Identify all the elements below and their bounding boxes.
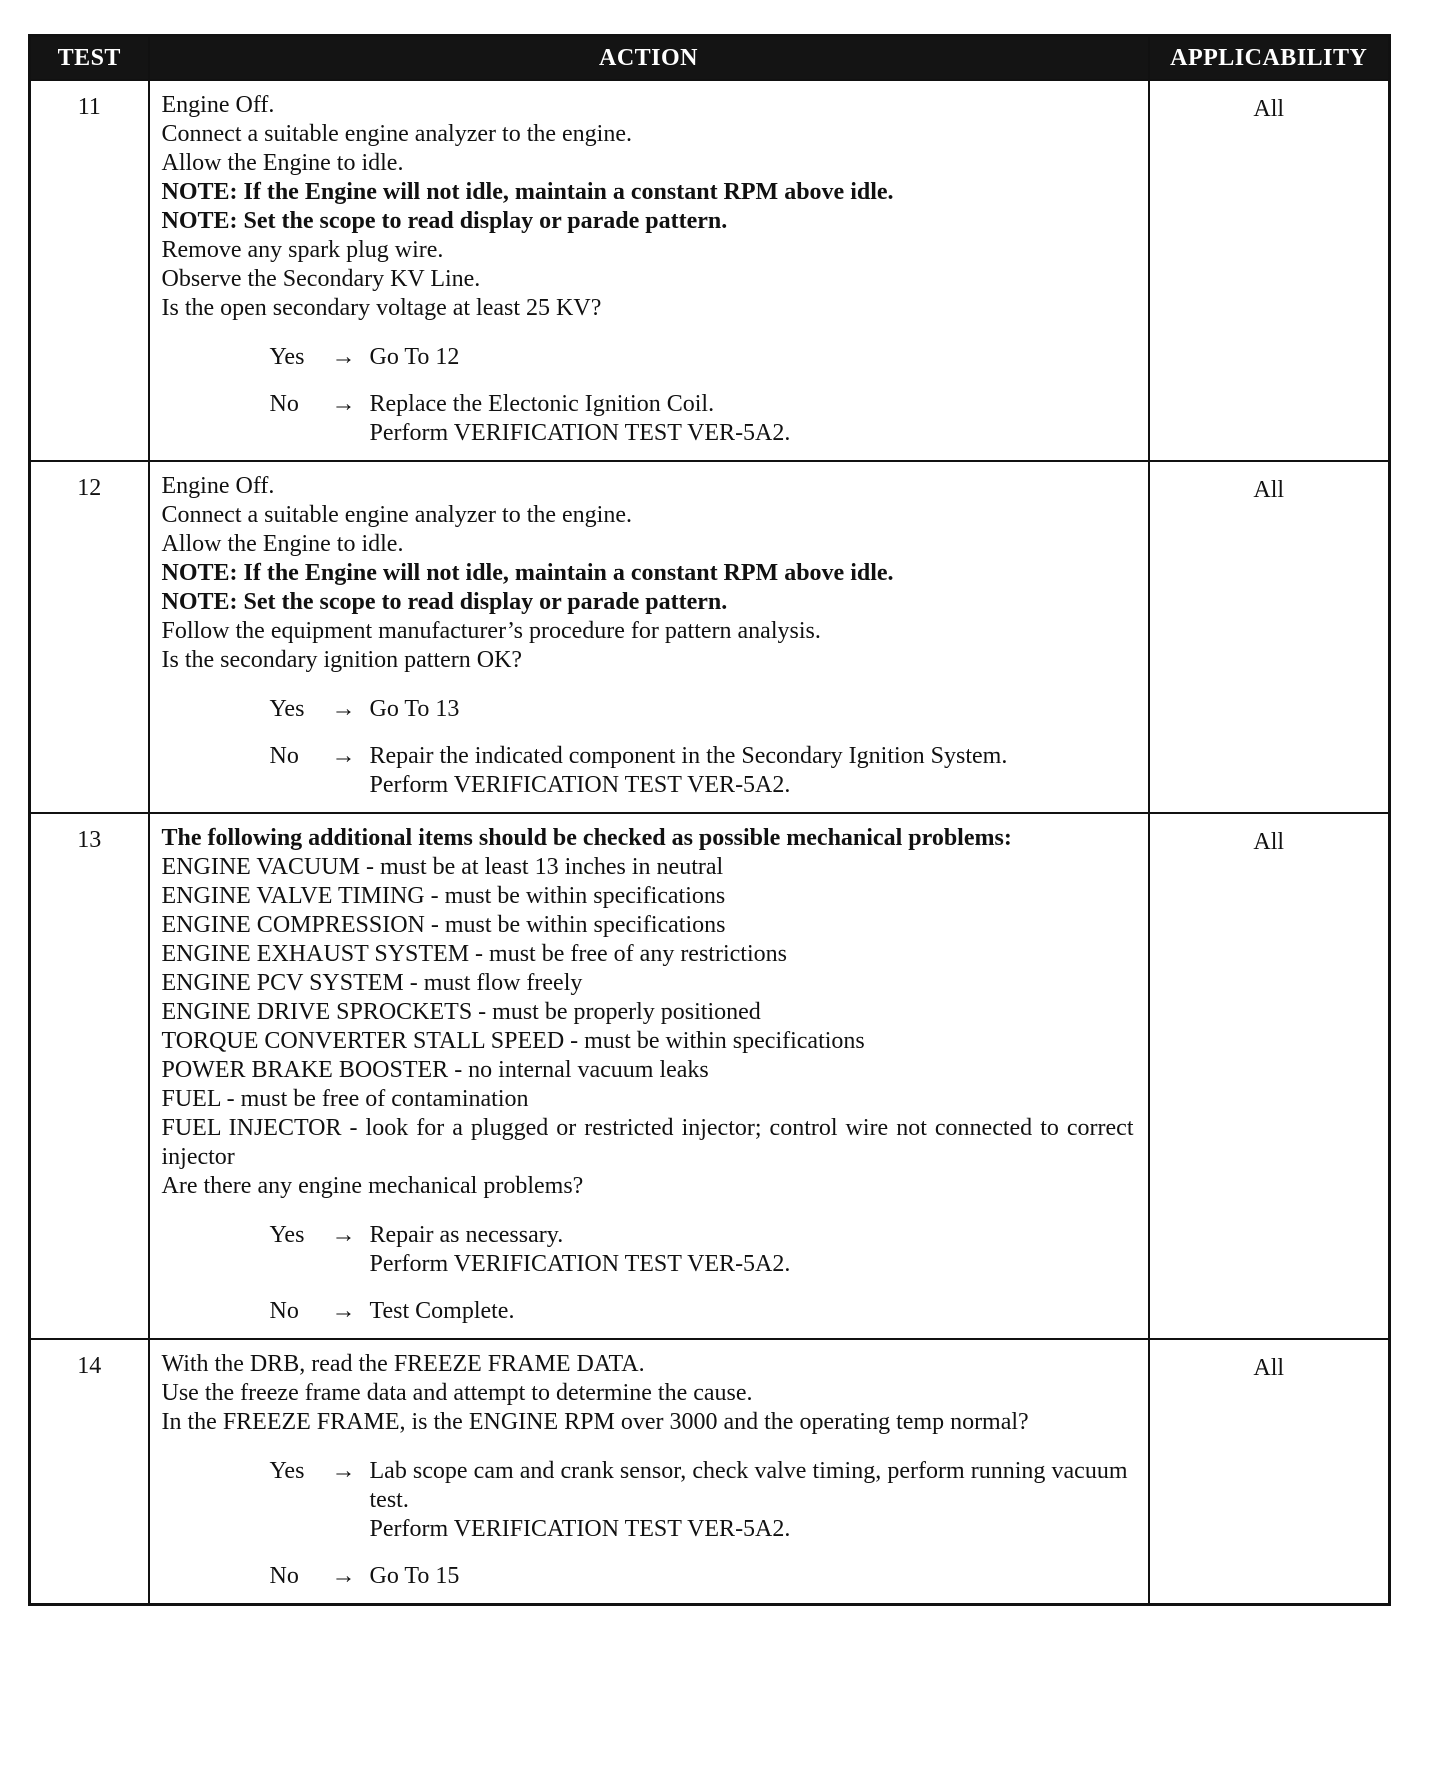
note-line: NOTE: If the Engine will not idle, maintain a constant RPM above idle. (161, 560, 894, 586)
action-cell (149, 813, 1149, 1339)
outcome-label: No (269, 1563, 299, 1589)
arrow-icon: → (331, 1458, 356, 1484)
outcome-line: Repair the indicated component in the Secondary Ignition System. (369, 743, 1008, 769)
outcome-text (370, 1297, 1134, 1326)
instruction-line: Observe the Secondary KV Line. (161, 266, 481, 292)
outcome-text (370, 1562, 1134, 1591)
instruction-line: ENGINE VACUUM - must be at least 13 inches in neutral (161, 854, 724, 880)
outcome-label: No (269, 1298, 299, 1324)
instruction-line: Allow the Engine to idle. (161, 150, 404, 176)
test-row (30, 80, 1390, 461)
instruction-line: Is the open secondary voltage at least 25 KV? (161, 295, 602, 321)
instruction-line: ENGINE DRIVE SPROCKETS - must be properly positioned (161, 999, 761, 1025)
note-line: The following additional items should be checked as possible mechanical problems: (161, 825, 1012, 851)
note-line: NOTE: Set the scope to read display or parade pattern. (161, 589, 728, 615)
outcome-yes (162, 1457, 1134, 1544)
diagnostic-test-table (28, 34, 1391, 1606)
test-row (30, 813, 1390, 1339)
arrow-icon: → (331, 1563, 356, 1589)
instruction-line: Connect a suitable engine analyzer to the engine. (161, 502, 632, 528)
outcome-text (370, 1457, 1134, 1544)
outcome-line: Replace the Electonic Ignition Coil. (369, 391, 715, 417)
header-action: ACTION (149, 36, 1149, 81)
outcome-line: Lab scope cam and crank sensor, check valve timing, perform running vacuum test. (369, 1458, 1128, 1513)
outcome-label: No (269, 391, 299, 417)
outcome-label: Yes (269, 1222, 305, 1248)
instruction-line: Connect a suitable engine analyzer to the engine. (161, 121, 632, 147)
outcome-label: Yes (269, 344, 305, 370)
applicability-value: All (1149, 1339, 1390, 1605)
instruction-line: Use the freeze frame data and attempt to determine the cause. (161, 1380, 753, 1406)
applicability-value: All (1149, 813, 1390, 1339)
outcome-line: Perform VERIFICATION TEST VER-5A2. (369, 1516, 791, 1542)
table-body (30, 80, 1390, 1605)
outcome-line: Test Complete. (369, 1298, 515, 1324)
instruction-line: Remove any spark plug wire. (161, 237, 444, 263)
test-row (30, 1339, 1390, 1605)
outcome-line: Perform VERIFICATION TEST VER-5A2. (369, 420, 791, 446)
outcome-line: Go To 12 (369, 344, 460, 370)
outcome-line: Go To 15 (369, 1563, 460, 1589)
action-cell (149, 461, 1149, 813)
outcome-line: Go To 13 (369, 696, 460, 722)
arrow-icon: → (331, 743, 356, 769)
instruction-line: Engine Off. (161, 92, 275, 118)
outcome-no (162, 1297, 1134, 1326)
test-number: 14 (30, 1339, 149, 1605)
outcome-no (162, 742, 1134, 800)
instruction-line: In the FREEZE FRAME, is the ENGINE RPM over 3000 and the operating temp normal? (161, 1409, 1029, 1435)
header-row (30, 36, 1390, 81)
arrow-icon: → (331, 696, 356, 722)
instruction-line: ENGINE VALVE TIMING - must be within specifications (161, 883, 726, 909)
test-row (30, 461, 1390, 813)
note-line: NOTE: Set the scope to read display or parade pattern. (161, 208, 728, 234)
instruction-line: TORQUE CONVERTER STALL SPEED - must be within specifications (161, 1028, 865, 1054)
applicability-value: All (1149, 80, 1390, 461)
outcome-label: No (269, 743, 299, 769)
arrow-icon: → (331, 1298, 356, 1324)
outcome-label: Yes (269, 1458, 305, 1484)
outcome-line: Perform VERIFICATION TEST VER-5A2. (369, 772, 791, 798)
outcome-yes (162, 1221, 1134, 1279)
outcome-yes (162, 695, 1134, 724)
header-test: TEST (30, 36, 149, 81)
arrow-icon: → (331, 1222, 356, 1248)
outcome-text (370, 742, 1134, 800)
arrow-icon: → (331, 344, 356, 370)
outcome-text (370, 1221, 1134, 1279)
instruction-line: Allow the Engine to idle. (161, 531, 404, 557)
outcome-no (162, 390, 1134, 448)
instruction-line: ENGINE EXHAUST SYSTEM - must be free of any restrictions (161, 941, 787, 967)
instruction-line: Is the secondary ignition pattern OK? (161, 647, 523, 673)
instruction-line: ENGINE COMPRESSION - must be within specifications (161, 912, 726, 938)
outcome-no (162, 1562, 1134, 1591)
applicability-value: All (1149, 461, 1390, 813)
instruction-line: POWER BRAKE BOOSTER - no internal vacuum leaks (161, 1057, 709, 1083)
test-number: 12 (30, 461, 149, 813)
instruction-line: FUEL INJECTOR - look for a plugged or restricted injector; control wire not connected to correct injector (161, 1115, 1134, 1170)
outcome-line: Repair as necessary. (369, 1222, 564, 1248)
instruction-line: Are there any engine mechanical problems? (161, 1173, 584, 1199)
test-number: 11 (30, 80, 149, 461)
note-line: NOTE: If the Engine will not idle, maintain a constant RPM above idle. (161, 179, 894, 205)
instruction-line: FUEL - must be free of contamination (161, 1086, 529, 1112)
instruction-line: Engine Off. (161, 473, 275, 499)
outcome-line: Perform VERIFICATION TEST VER-5A2. (369, 1251, 791, 1277)
outcome-label: Yes (269, 696, 305, 722)
instruction-line: With the DRB, read the FREEZE FRAME DATA. (161, 1351, 645, 1377)
instruction-line: ENGINE PCV SYSTEM - must flow freely (161, 970, 583, 996)
outcome-text (370, 695, 1134, 724)
table-header (30, 36, 1390, 81)
outcome-text (370, 390, 1134, 448)
action-cell (149, 80, 1149, 461)
test-number: 13 (30, 813, 149, 1339)
instruction-line: Follow the equipment manufacturer’s procedure for pattern analysis. (161, 618, 821, 644)
outcome-yes (162, 343, 1134, 372)
action-cell (149, 1339, 1149, 1605)
arrow-icon: → (331, 391, 356, 417)
header-applicability: APPLICABILITY (1149, 36, 1390, 81)
outcome-text (370, 343, 1134, 372)
